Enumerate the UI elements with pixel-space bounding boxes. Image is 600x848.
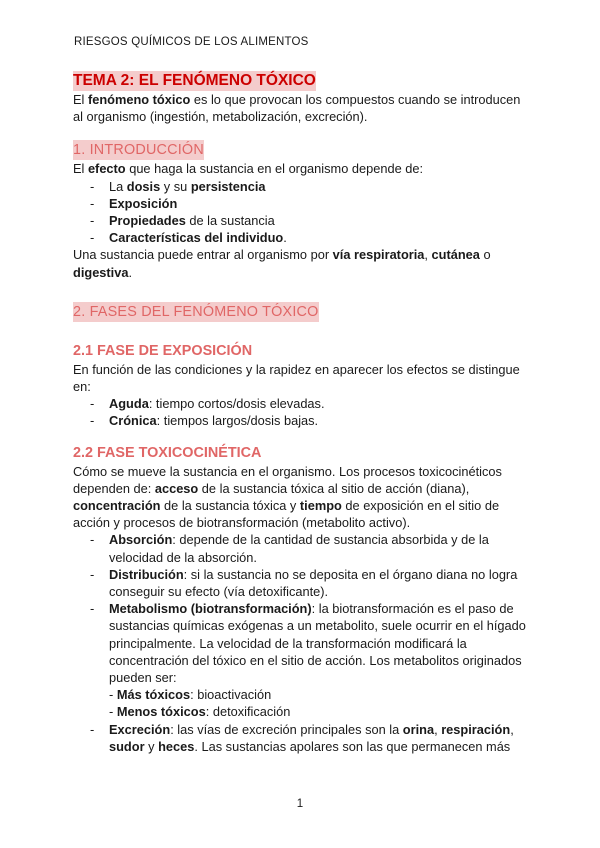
effect-factors-list [73, 178, 533, 247]
list-item: - Aguda: tiempo cortos/dosis elevadas. [109, 395, 533, 412]
exposure-types-list [73, 395, 533, 429]
list-item: - Exposición [109, 195, 533, 212]
document-title: TEMA 2: EL FENÓMENO TÓXICO [73, 72, 316, 89]
list-item: - Excreción: las vías de excreción principales son la orina, respiración, sudor y heces. Las sustancias apolares son las que permanecen más [109, 721, 533, 755]
subsection-heading-exposicion: 2.1 FASE DE EXPOSICIÓN [73, 342, 253, 359]
toxicokinetic-paragraph: Cómo se mueve la sustancia en el organismo. Los procesos toxicocinéticos dependen de: acceso de la sustancia tóxica al sitio de acción (diana), concentración de la sustancia tóxica y tiempo de exposición en el sitio de acción y procesos de biotransformación (metabolito activo). [73, 463, 502, 531]
intro-paragraph: El fenómeno tóxico es lo que provocan los compuestos cuando se introducen al organismo (ingestión, metabolización, excreción). [73, 92, 521, 125]
exposure-paragraph: En función de las condiciones y la rapidez en aparecer los efectos se distingue en: [73, 361, 520, 395]
list-item: - Características del individuo. [109, 229, 533, 246]
subsection-heading-toxicocinetica: 2.2 FASE TOXICOCINÉTICA [73, 444, 262, 461]
running-header: RIESGOS QUÍMICOS DE LOS ALIMENTOS [74, 36, 309, 48]
list-item: - Crónica: tiempos largos/dosis bajas. [109, 412, 533, 429]
intro-effect-paragraph: El efecto que haga la sustancia en el organismo depende de: [73, 161, 424, 177]
metabolite-type-item: - Más tóxicos: bioactivación [109, 687, 272, 703]
page-number: 1 [296, 798, 304, 810]
list-item: - Distribución: si la sustancia no se deposita en el órgano diana no logra conseguir su efecto (vía detoxificante). [109, 566, 533, 600]
section-heading-fases: 2. FASES DEL FENÓMENO TÓXICO [73, 303, 319, 320]
list-item: - Propiedades de la sustancia [109, 212, 533, 229]
document-body [73, 71, 533, 755]
metabolite-type-item: - Menos tóxicos: detoxificación [109, 704, 291, 720]
toxicokinetic-processes-list [73, 531, 533, 755]
list-item: - Metabolismo (biotransformación): la biotransformación es el paso de sustancias químicas exógenas a un metabolito, suele ocurrir en el hígado principalmente. La velocidad de la transformación modificará la concentración del tóxico en el sitio de acción. Los metabolitos originados pueden ser: - Más tóxicos: bioactivación - Menos tóxicos: detoxificación [109, 600, 533, 720]
list-item: - Absorción: depende de la cantidad de sustancia absorbida y de la velocidad de la absorción. [109, 531, 533, 565]
section-heading-introduccion: 1. INTRODUCCIÓN [73, 142, 204, 159]
list-item: - La dosis y su persistencia [109, 178, 533, 195]
entry-routes-paragraph: Una sustancia puede entrar al organismo por vía respiratoria, cutánea o digestiva. [73, 247, 491, 280]
